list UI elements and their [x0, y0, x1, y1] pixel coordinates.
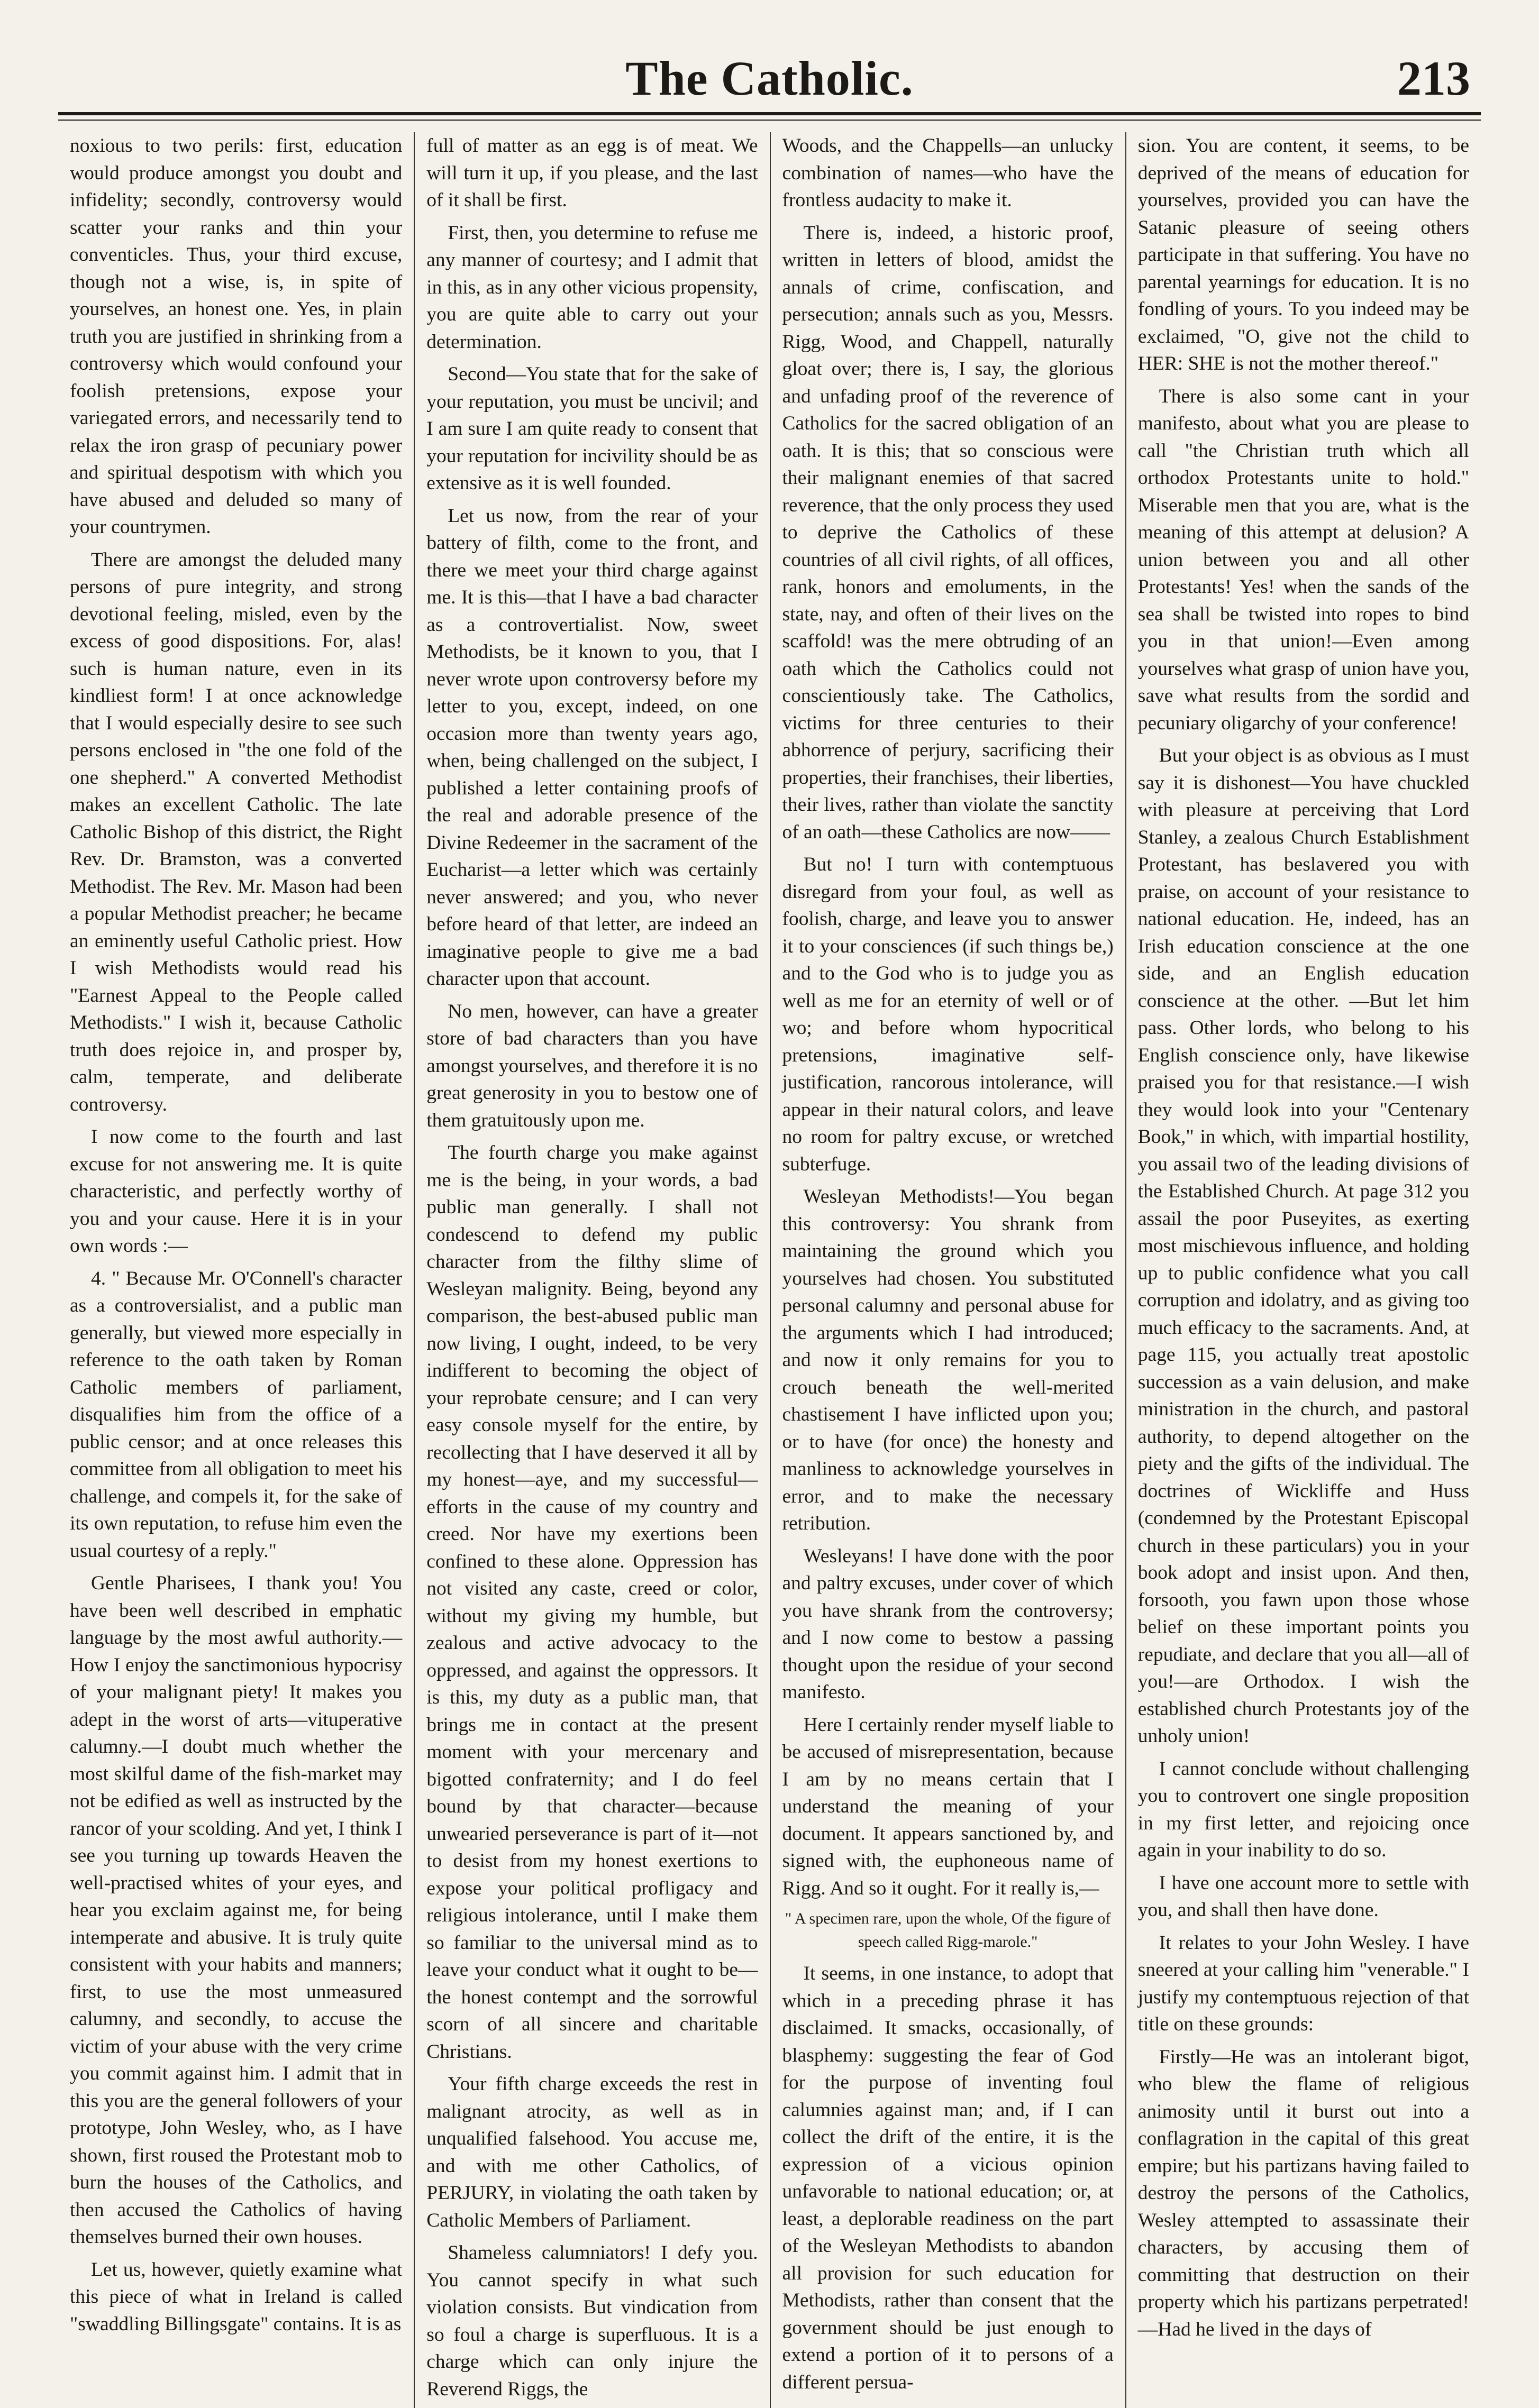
paragraph: I cannot conclude without challenging you to controvert one single proposition in my first letter, and rejoicing once again in your inability to do so.: [1137, 1757, 1469, 1861]
paragraph: Second—You state that for the sake of your reputation, you must be uncivil; and I am sure I am quite ready to consent that your reputation for incivility should be as extensive as it is well founded.: [426, 363, 758, 494]
page-title: The Catholic.: [625, 51, 914, 105]
column-4: [1125, 132, 1481, 2408]
paragraph: But no! I turn with contemptuous disregard from your foul, as well as foolish, charge, and leave you to answer it to your consciences (if such things be,) and to the God who is to judge you as well as me for an eternity of well or of wo; and before whom hypocritical pretensions, imaginative self-justification, rancorous intolerance, will appear in their natural colors, and leave no room for paltry excuse, or wretched subterfuge.: [782, 854, 1114, 1175]
verse-quote: " A specimen rare, upon the whole, Of the figure of speech called Rigg-marole.": [785, 1910, 1111, 1951]
paragraph: It relates to your John Wesley. I have sneered at your calling him "venerable." I justify my contemptuous rejection of that title on these grounds:: [1137, 1931, 1469, 2035]
paragraph: Here I certainly render myself liable to be accused of misrepresentation, because I am by no means certain that I understand the meaning of your document. It appears sanctioned by, and signed with, the euphoneous name of Rigg. And so it ought. For it really is,—: [782, 1714, 1114, 1899]
paragraph: The fourth charge you make against me is the being, in your words, a bad public man generally. I shall not condescend to defend my public character from the filthy slime of Wesleyan malignity. Being, beyond any comparison, the best-abused public man now living, I ought, indeed, to be very indifferent to becoming the object of your reprobate censure; and I can very easy console myself for the entire, by recollecting that I have deserved it all by my honest—aye, and my successful—efforts in the cause of my country and creed. Nor have my exertions been confined to these alone. Oppression has not visited any caste, creed or color, without my giving my humble, but zealous and active advocacy to the oppressed, and against the oppressors. It is this, my duty as a public man, that brings me in contact at the present moment with your mercenary and bigotted confraternity; and I do feel bound by that character—because unwearied perseverance is part of it—not to desist from my honest exertions to expose your political profligacy and religious intolerance, until I make them so familiar to the universal mind as to leave your conduct what it ought to be—the honest contempt and the sorrowful scorn of all sincere and charitable Christians.: [426, 1142, 758, 2063]
paragraph: I now come to the fourth and last excuse for not answering me. It is quite characteristic, and perfectly worthy of you and your cause. Here it is in your own words :—: [70, 1126, 403, 1257]
page-header: [58, 0, 1481, 122]
paragraph: I have one account more to settle with you, and shall then have done.: [1137, 1872, 1469, 1921]
text-columns: [58, 132, 1481, 2400]
paragraph: Firstly—He was an intolerant bigot, who blew the flame of religious animosity until it burst out into a conflagration in the capital of this great empire; but his partizans having failed to destroy the persons of the Catholics, Wesley attempted to assassinate their characters, by accusing them of committing that destruction on their property which his partizans perpetrated!—Had he lived in the days of: [1137, 2046, 1469, 2340]
paragraph: There are amongst the deluded many persons of pure integrity, and strong devotional feeling, misled, even by the excess of good dispositions. For, alas! such is human nature, even in its kindliest form! I at once acknowledge that I would especially desire to see such persons enclosed in "the one fold of the one shepherd." A converted Methodist makes an excellent Catholic. The late Catholic Bishop of this district, the Right Rev. Dr. Bramston, was a converted Methodist. The Rev. Mr. Mason had been a popular Methodist preacher; he became an eminently useful Catholic priest. How I wish Methodists would read his "Earnest Appeal to the People called Methodists." I wish it, because Catholic truth does rejoice in, and prosper by, calm, temperate, and deliberate controversy.: [70, 548, 403, 1115]
paragraph: Gentle Pharisees, I thank you! You have been well described in emphatic language by the most awful authority.—How I enjoy the sanctimonious hypocrisy of your malignant piety! It makes you adept in the worst of arts—vituperative calumny.—I doubt much whether the most skilful dame of the fish-market may not be edified as well as instructed by the rancor of your scolding. And yet, I think I see you turning up towards Heaven the well-practised whites of your eyes, and hear you exclaim against me, for being intemperate and abusive. It is truly quite consistent with your habits and manners; first, to use the most unmeasured calumny, and secondly, to accuse the victim of your abuse with the very crime you commit against him. I admit that in this you are the general followers of your prototype, John Wesley, who, as I have shown, first roused the Protestant mob to burn the houses of the Catholics, and then accused the Catholics of having themselves burned their own houses.: [70, 1572, 403, 2248]
paragraph: There is also some cant in your manifesto, about what you are please to call "the Christian truth which all orthodox Protestants unite to hold." Miserable men that you are, what is the meaning of this attempt at delusion? A union between you and all other Protestants! Yes! when the sands of the sea shall be twisted into ropes to bind you in that union!—Even among yourselves what grasp of union have you, save what results from the sordid and pecuniary oligarchy of your conference!: [1137, 385, 1469, 734]
paragraph: But your object is as obvious as I must say it is dishonest—You have chuckled with pleasure at perceiving that Lord Stanley, a zealous Church Establishment Protestant, has beslavered you with praise, on account of your resistance to national education. He, indeed, has an Irish education conscience at the one side, and an English education conscience at the other. —But let him pass. Other lords, who belong to his English conscience only, have likewise praised you for that resistance.—I wish they would look into your "Centenary Book," in which, with impartial hostility, you assail two of the leading divisions of the Established Church. At page 312 you assail the poor Puseyites, as exerting most mischievous influence, and holding up to public confidence what you call corruption and idolatry, and as giving too much efficacy to the sacraments. And, at page 115, you actually treat apostolic succession as a vain delusion, and make ministration in the church, and pastoral authority, to depend altogether on the piety and the gifts of the individual. The doctrines of Wickliffe and Huss (condemned by the Protestant Episcopal church in these particulars) you in your book adopt and insist upon. And then, forsooth, you fawn upon those whose belief on these important points you repudiate, and declare that you all—all of you!—are Orthodox. I wish the established church Protestants joy of the unholy union!: [1137, 745, 1469, 1747]
paragraph: 4. " Because Mr. O'Connell's character as a controversialist, and a public man generally, but viewed more especially in reference to the oath taken by Roman Catholic members of parliament, disqualifies him from the office of a public censor; and at once releases this committee from all obligation to meet his challenge, and compels it, for the sake of its own reputation, to refuse him even the usual courtesy of a reply.": [70, 1267, 403, 1562]
page-number: 213: [1397, 51, 1470, 105]
paragraph: sion. You are content, it seems, to be deprived of the means of education for yourselves, provided you can have the Satanic pleasure of seeing others participate in that suffering. You have no parental yearnings for education. It is no fondling of yours. To you indeed may be exclaimed, "O, give not the child to HER: SHE is not the mother thereof.": [1137, 135, 1469, 374]
column-2: [414, 132, 769, 2408]
header-rule-thin: [58, 120, 1481, 121]
column-3: [770, 132, 1125, 2408]
paragraph: Let us now, from the rear of your battery of filth, come to the front, and there we meet your third charge against me. It is this—that I have a bad character as a controvertialist. Now, sweet Methodists, be it known to you, that I never wrote upon controversy before my letter to you, except, indeed, on one occasion more than twenty years ago, when, being challenged on the subject, I published a letter containing proofs of the real and adorable presence of the Divine Redeemer in the sacrament of the Eucharist—a letter which was certainly never answered; and you, who never before heard of that letter, are indeed an imaginative people to give me a bad character upon that account.: [426, 505, 758, 990]
paragraph: First, then, you determine to refuse me any manner of courtesy; and I admit that in this, as in any other vicious propensity, you are quite able to carry out your determination.: [426, 222, 758, 353]
paragraph: Wesleyan Methodists!—You began this controversy: You shrank from maintaining the ground which you yourselves had chosen. You substituted personal calumny and personal abuse for the arguments which I had introduced; and now it only remains for you to crouch beneath the well-merited chastisement I have inflicted upon you; or to have (for once) the honesty and manliness to acknowledge yourselves in error, and to make the necessary retribution.: [782, 1186, 1114, 1534]
column-1: [58, 132, 414, 2408]
paragraph: There is, indeed, a historic proof, written in letters of blood, amidst the annals of crime, confiscation, and persecution; annals such as you, Messrs. Rigg, Wood, and Chappell, naturally gloat over; there is, I say, the glorious and unfading proof of the reverence of Catholics for the sacred obligation of an oath. It is this; that so conscious were their malignant enemies of that sacred reverence, that the only process they used to deprive the Catholics of these countries of all civil rights, of all offices, rank, honors and emoluments, in the state, nay, and often of their lives on the scaffold! was the mere obtruding of an oath which the Catholics could not conscientiously take. The Catholics, victims for three centuries to their abhorrence of perjury, sacrificing their properties, their franchises, their liberties, their lives, rather than violate the sanctity of an oath—these Catholics are now——: [782, 222, 1114, 843]
paragraph: It seems, in one instance, to adopt that which in a preceding phrase it has disclaimed. It smacks, occasionally, of blasphemy: suggesting the fear of God for the purpose of inventing foul calumnies against man; and, if I can collect the drift of the entire, it is the expression of a vicious opinion unfavorable to national education; or, at least, a deplorable readiness on the part of the Wesleyan Methodists to abandon all provision for such education for Methodists, rather than consent that the government should be just enough to extend a portion of it to persons of a different persua-: [782, 1963, 1114, 2393]
paragraph: Wesleyans! I have done with the poor and paltry excuses, under cover of which you have shrank from the controversy; and I now come to bestow a passing thought upon the residue of your second manifesto.: [782, 1545, 1114, 1703]
paragraph: Your fifth charge exceeds the rest in malignant atrocity, as well as in unqualified falsehood. You accuse me, and with me other Catholics, of PERJURY, in violating the oath taken by Catholic Members of Parliament.: [426, 2073, 758, 2231]
paragraph: full of matter as an egg is of meat. We will turn it up, if you please, and the last of it shall be first.: [426, 135, 758, 211]
paragraph: Let us, however, quietly examine what this piece of what in Ireland is called "swaddling Billingsgate" contains. It is as: [70, 2258, 403, 2335]
paragraph: noxious to two perils: first, education would produce amongst you doubt and infidelity; secondly, controversy would scatter your ranks and thin your conventicles. Thus, your third excuse, though not a wise, is, in spite of yourselves, an honest one. Yes, in plain truth you are justified in shrinking from a controversy which would confound your foolish pretensions, expose your variegated errors, and necessarily tend to relax the iron grasp of pecuniary power and spiritual despotism with which you have abused and deluded so many of your countrymen.: [70, 135, 403, 538]
paragraph: Shameless calumniators! I defy you. You cannot specify in what such violation consists. But vindication from so foul a charge is superfluous. It is a charge which can only injure the Reverend Riggs, the: [426, 2242, 758, 2400]
paragraph: No men, however, can have a greater store of bad characters than you have amongst yourselves, and therefore it is no great generosity in you to bestow one of them gratuitously upon me.: [426, 1000, 758, 1131]
paragraph: Woods, and the Chappells—an unlucky combination of names—who have the frontless audacity to make it.: [782, 135, 1114, 211]
header-rule-thick: [58, 112, 1481, 115]
